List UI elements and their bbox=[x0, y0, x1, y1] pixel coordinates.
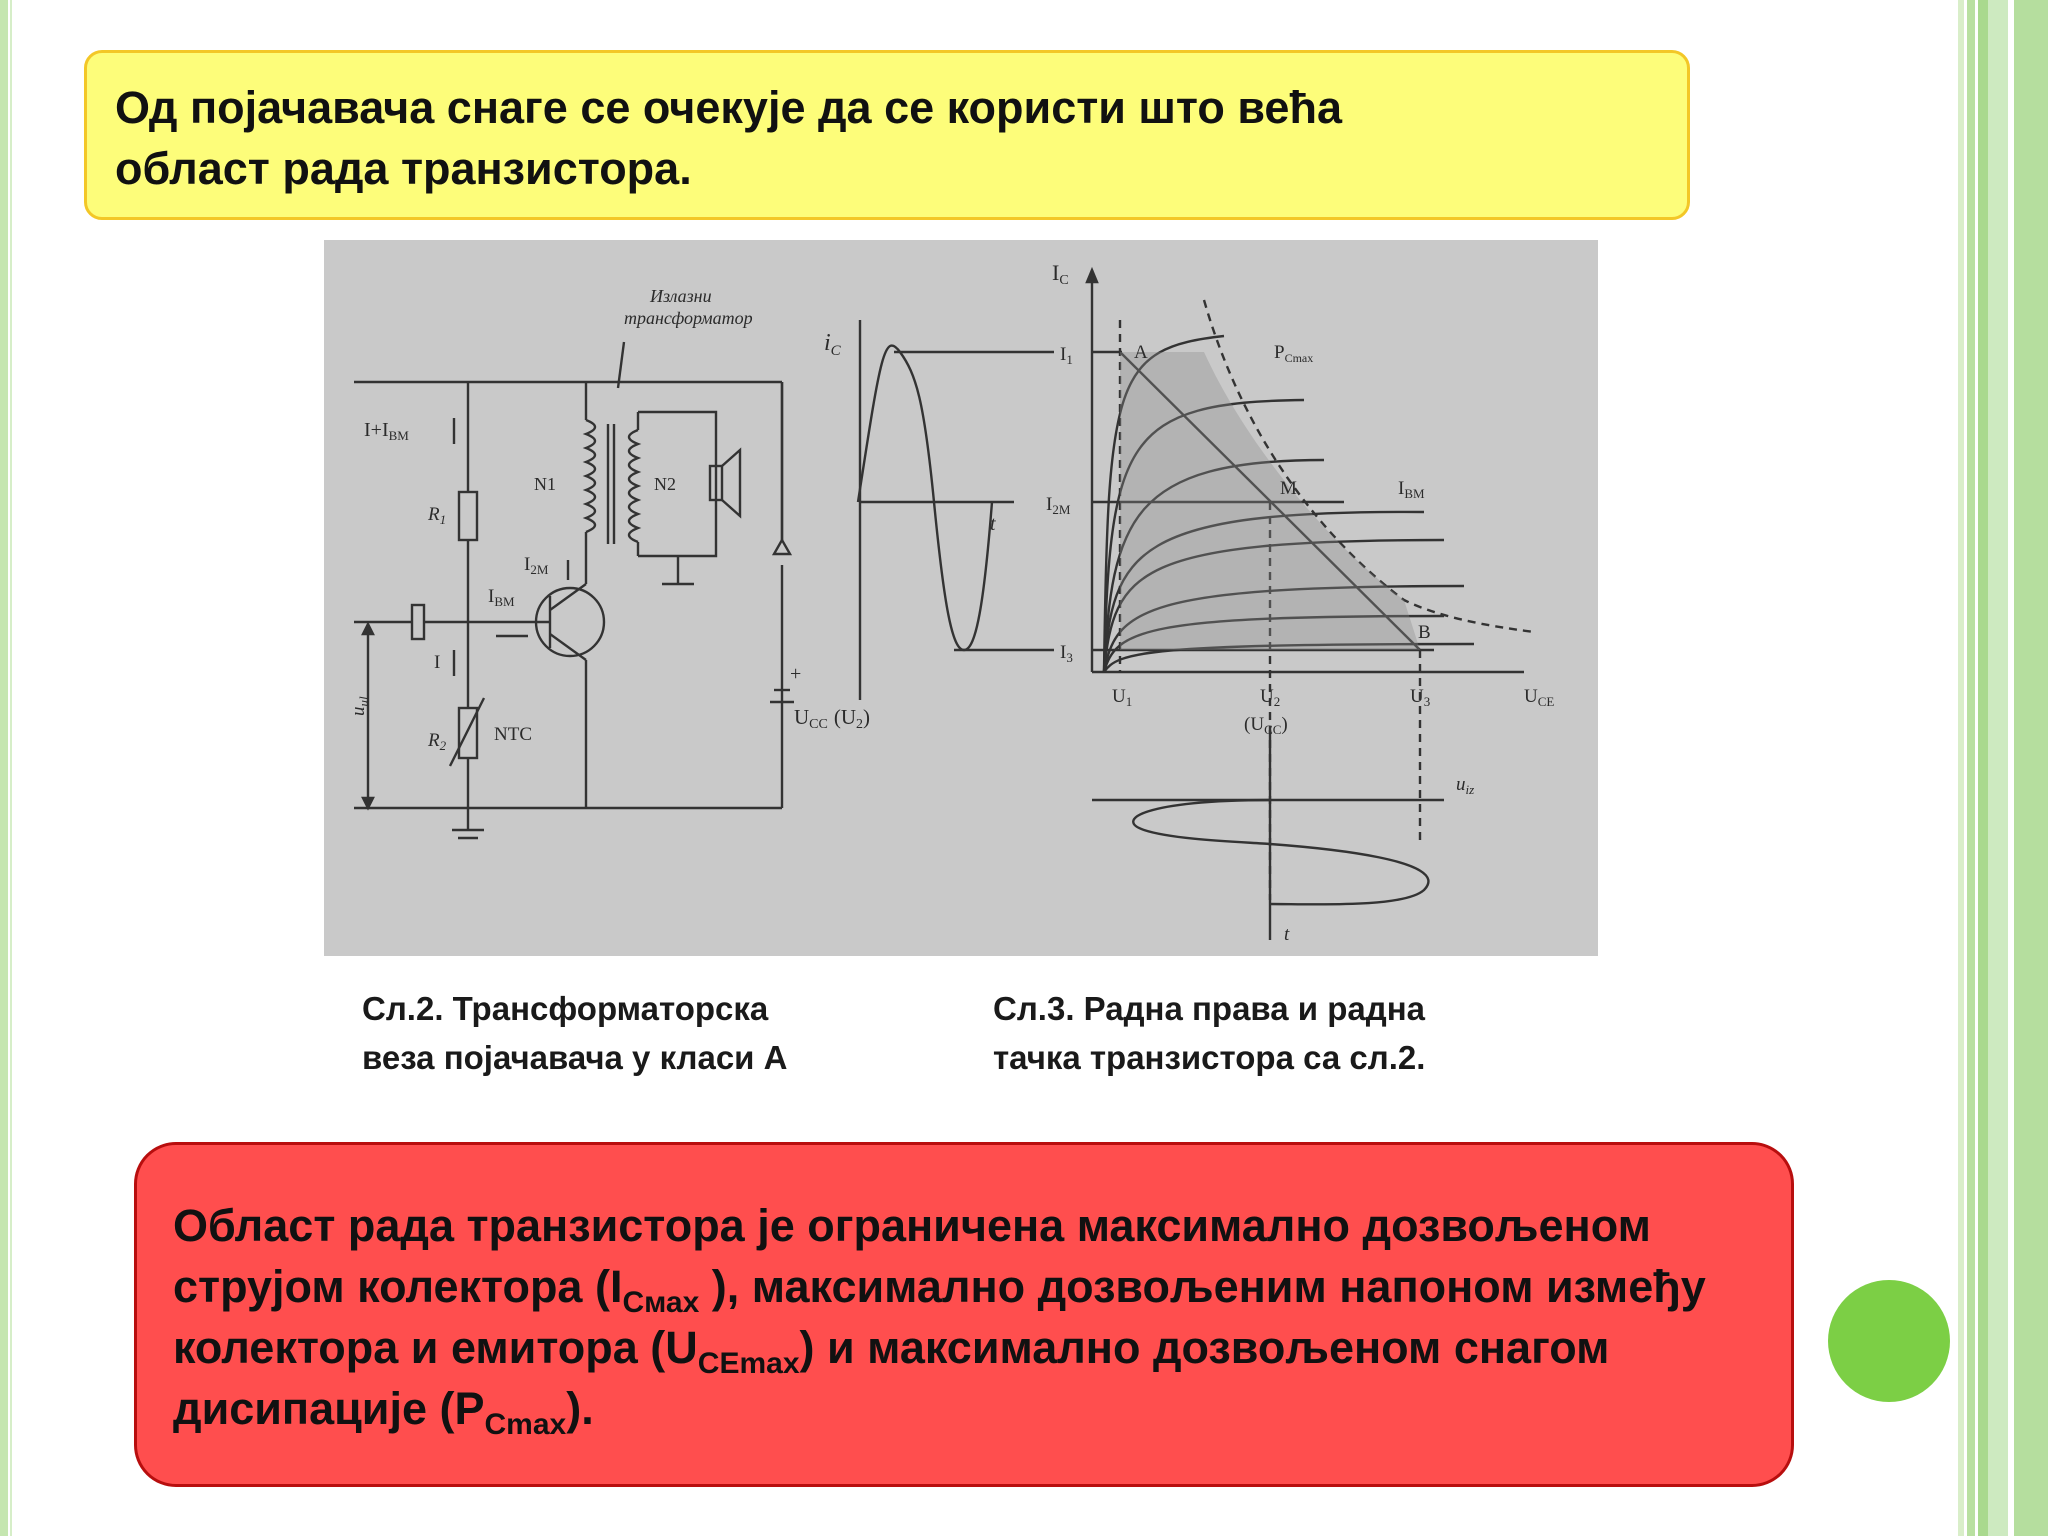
point-a: A bbox=[1134, 342, 1148, 363]
ic-axis-label: IC bbox=[1052, 260, 1069, 288]
intro-callout bbox=[84, 50, 1690, 220]
pcmax-label: $P_{Cmax}$ bbox=[1274, 342, 1314, 365]
r1-label: $R_1$ bbox=[428, 504, 447, 527]
caption-figure-2: Сл.2. Трансформаторска веза појачавача у класи А bbox=[362, 990, 788, 1076]
right-stripe bbox=[1978, 0, 1988, 1536]
right-stripe bbox=[1967, 0, 1975, 1536]
t-wave-label: t bbox=[990, 513, 996, 535]
right-stripe bbox=[2014, 0, 2048, 1536]
t-axis-label: t bbox=[1284, 924, 1290, 945]
i2m-axis-label: $I_{2M}$ bbox=[1046, 494, 1071, 517]
decorative-circle bbox=[1828, 1280, 1950, 1402]
u2-label: $U_2$ bbox=[1260, 686, 1281, 709]
plus-sign: + bbox=[790, 663, 802, 685]
figure-drawing bbox=[324, 240, 1598, 956]
point-m: M bbox=[1280, 478, 1297, 499]
ic-wave-label: $i_C$ bbox=[824, 330, 841, 359]
left-stripe bbox=[0, 0, 8, 1536]
transformer-label: Излазни трансформатор bbox=[624, 286, 753, 328]
u1-label: $U_1$ bbox=[1112, 686, 1133, 709]
left-stripe-inner bbox=[10, 0, 12, 1536]
caption-figure-3: Сл.3. Радна права и радна тачка транзистора са сл.2. bbox=[993, 990, 1426, 1076]
i-label: I bbox=[434, 652, 441, 673]
i1-label: $I_1$ bbox=[1060, 344, 1073, 367]
r2-label: $R_2$ bbox=[428, 730, 447, 753]
n2-label: N2 bbox=[654, 474, 676, 494]
intro-text: Од појачавача снаге се очекује да се користи што већа област рада транзистора. bbox=[115, 82, 1342, 194]
ibm-curve-label: $I_{BM}$ bbox=[1398, 478, 1425, 501]
uul-label: $u_{ul}$ bbox=[348, 696, 371, 716]
i3-label: $I_3$ bbox=[1060, 642, 1073, 665]
circuit-figure bbox=[324, 240, 1598, 956]
ucc-axis-label: $(U_{CC})$ bbox=[1244, 714, 1288, 737]
limits-callout bbox=[134, 1142, 1794, 1487]
ucc-label: UCC (U2) bbox=[794, 705, 871, 732]
u3-label: $U_3$ bbox=[1410, 686, 1431, 709]
uce-label: $U_{CE}$ bbox=[1524, 686, 1555, 709]
uiz-label: $u_{iz}$ bbox=[1456, 774, 1475, 797]
i2m-label: $I_{2M}$ bbox=[524, 554, 549, 577]
ntc-label: NTC bbox=[494, 724, 532, 745]
limits-text: Област рада транзистора је ограничена максимално дозвољеном струјом колектора ($I_{Cмах}$ ), максимално дозвољеним напоном између колектора и емитора $(U_{CEmax})$ и максимално дозвољеном снагом дисипације $(P_{Cmax})$. bbox=[173, 1200, 1706, 1441]
n1-label: N1 bbox=[534, 474, 556, 494]
current-label-total: $I+I_{BM}$ bbox=[364, 419, 409, 443]
point-b: B bbox=[1418, 622, 1431, 643]
ibm-label: $I_{BM}$ bbox=[488, 586, 515, 609]
